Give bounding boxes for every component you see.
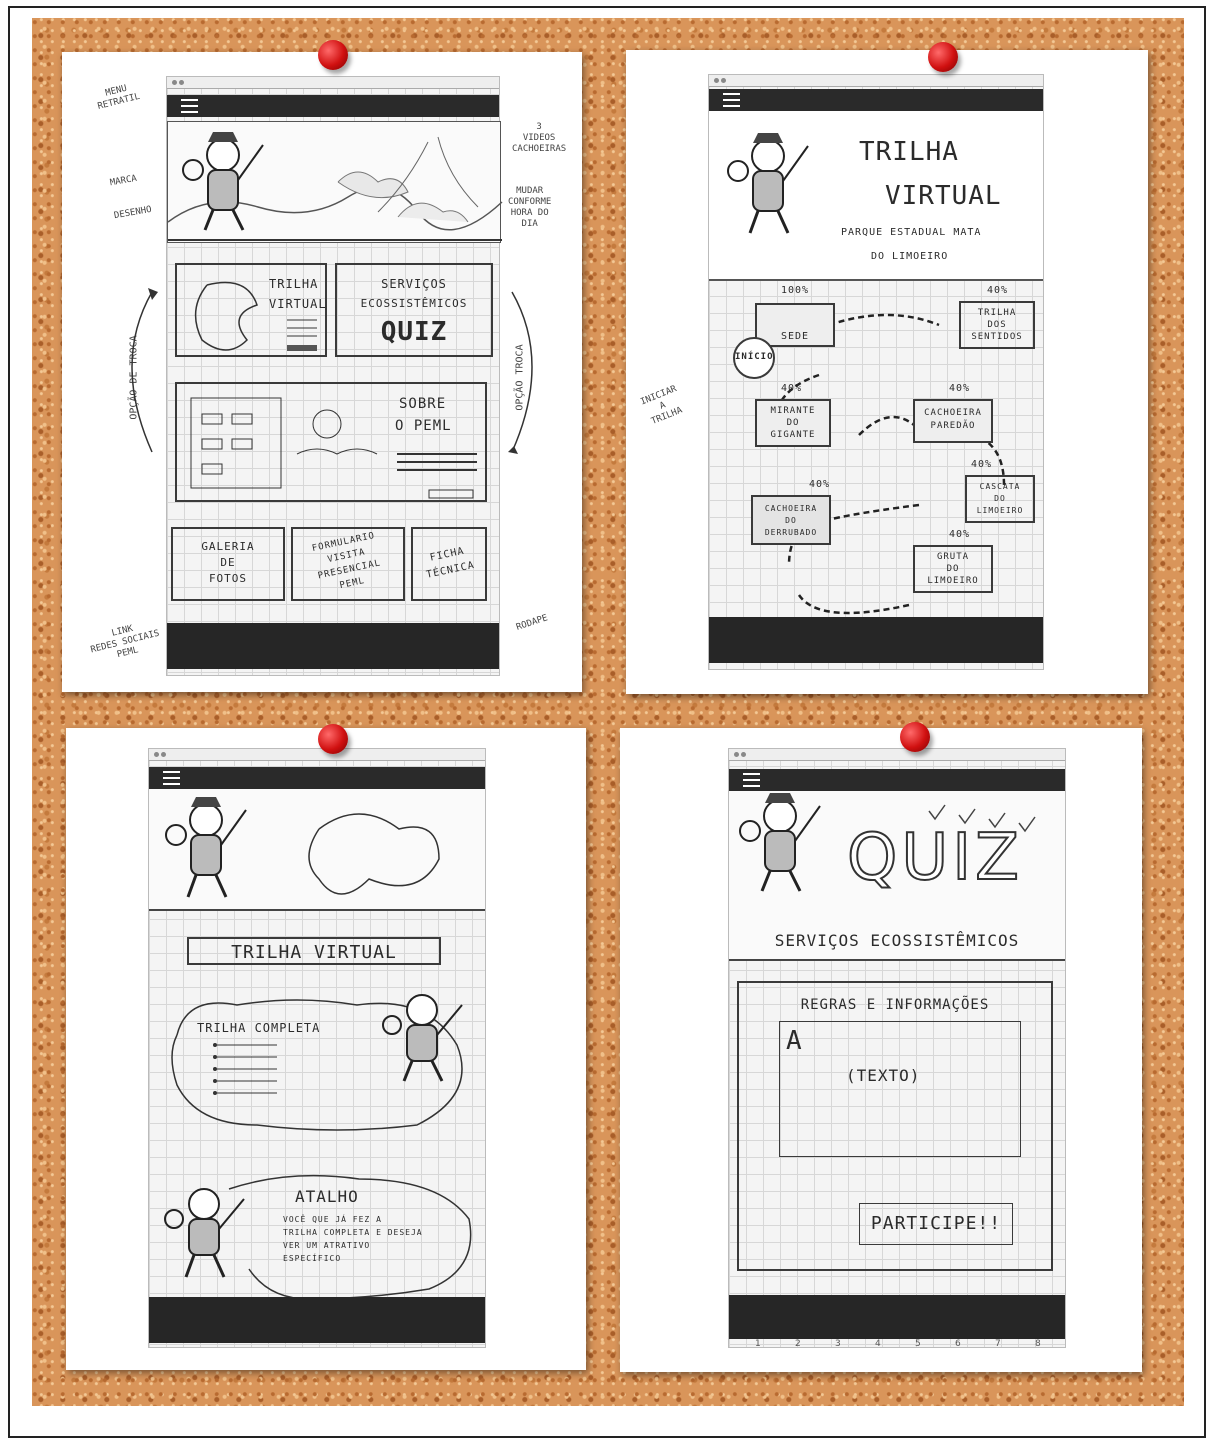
checkmark-doodles [729, 791, 1067, 851]
stop-mirante-label: MIRANTE DO GIGANTE [770, 406, 816, 440]
grid-column-number: 6 [955, 1339, 961, 1349]
top-nav-bar [729, 769, 1065, 791]
annotation-iniciar-trilha: INICIAR A TRILHA [639, 384, 684, 427]
quiz-hero [729, 791, 1065, 961]
stop-sede-label: SEDE [780, 331, 810, 342]
grid-column-number: 2 [795, 1339, 801, 1349]
stop-derrubado-label: CACHOEIRA DO DERRUBADO [764, 504, 818, 537]
trilha-completa-card[interactable] [167, 995, 477, 1125]
stop-paredao-pct: 40% [949, 383, 971, 394]
stop-cascata-label: CASCATA DO LIMOEIRO [976, 482, 1024, 515]
start-circle-label: INÍCIO [735, 352, 774, 362]
tile-servicos-label-1: SERVIÇOS [381, 277, 447, 291]
push-pin-1 [318, 40, 348, 70]
stop-cachoeira-derrubado[interactable] [751, 495, 831, 545]
annotation-marca: MARCA [109, 173, 138, 189]
trilha-title-line1: TRILHA [859, 137, 959, 167]
grid-column-number: 1 [755, 1339, 761, 1349]
participe-button[interactable] [859, 1203, 1013, 1245]
push-pin-3 [318, 724, 348, 754]
stop-gruta-pct: 40% [949, 529, 971, 540]
sketch-sheet-quiz [620, 728, 1142, 1372]
grid-column-numbers [729, 1339, 1065, 1351]
sketch-sheet-trilha-virtual [66, 728, 586, 1370]
annotation-menu-retratil: MENU RETRATIL [96, 83, 142, 112]
stop-cascata-pct: 40% [971, 459, 993, 470]
grid-column-number: 3 [835, 1339, 841, 1349]
quiz-rules-title: REGRAS E INFORMAÇÕES [800, 997, 990, 1013]
trilha-subtitle-line2: DO LIMOEIRO [871, 251, 949, 262]
mobile-wireframe-trilha-virtual [148, 748, 486, 1348]
grid-column-number: 4 [875, 1339, 881, 1349]
quiz-rules-panel [737, 981, 1053, 1271]
tile-quiz-label: QUIZ [380, 317, 448, 347]
hamburger-menu-icon[interactable] [163, 771, 180, 785]
push-pin-2 [928, 42, 958, 72]
tile-servicos-label-2: ECOSSISTÊMICOS [360, 297, 468, 310]
stop-trilha-sentidos-pct: 40% [987, 285, 1009, 296]
stop-cascata-limoeiro[interactable] [965, 475, 1035, 523]
grid-column-number: 7 [995, 1339, 1001, 1349]
sketch-sheet-trilha-map [626, 50, 1148, 694]
browser-bar [149, 749, 485, 761]
trilha-virtual-heading [187, 937, 441, 965]
trilha-subtitle-line1: PARQUE ESTADUAL MATA [841, 227, 982, 238]
annotation-mudar: MUDAR CONFORME HORA DO DIA [508, 186, 552, 229]
mobile-wireframe-quiz [728, 748, 1066, 1348]
footer-bar [729, 1295, 1065, 1339]
footer-bar [709, 617, 1043, 663]
tile-sobre-label-1: SOBRE [399, 396, 447, 412]
stop-paredao-label: CACHOEIRA PAREDÃO [924, 408, 982, 431]
atalho-title: ATALHO [295, 1187, 359, 1206]
annotation-rodape: RODAPE [515, 613, 550, 633]
annotation-desenho: DESENHO [113, 204, 153, 222]
tile-trilha-label-1: TRILHA [269, 277, 319, 291]
grid-column-number: 8 [1035, 1339, 1041, 1349]
annotation-swap-arrows [62, 52, 582, 692]
stop-sede[interactable] [755, 303, 835, 347]
stop-mirante-gigante[interactable] [755, 399, 831, 447]
grid-column-number: 5 [915, 1339, 921, 1349]
tile-sobre-label-2: O PEML [395, 418, 452, 434]
tile-formulario-label: FORMULARIO VISITA PRESENCIAL PEML [311, 530, 382, 592]
sketch-sheet-home [62, 52, 582, 692]
hamburger-menu-icon[interactable] [743, 773, 760, 787]
quiz-rules-text-box [779, 1021, 1021, 1157]
quiz-rules-text-placeholder: (TEXTO) [846, 1066, 921, 1085]
trilha-title-line2: VIRTUAL [885, 181, 1002, 211]
annotation-videos: 3 VIDEOS CACHOEIRAS [512, 122, 567, 154]
quiz-subtitle: SERVIÇOS ECOSSISTÊMICOS [774, 931, 1020, 950]
stop-gruta-limoeiro[interactable] [913, 545, 993, 593]
browser-bar [729, 749, 1065, 761]
footer-bar [149, 1297, 485, 1343]
atalho-description: VOCÊ QUE JÁ FEZ A TRILHA COMPLETA E DESEJA VER UM ATRATIVO ESPECÍFICO [283, 1215, 423, 1263]
push-pin-4 [900, 722, 930, 752]
tile-ficha-label: FICHA TÉCNICA [425, 545, 476, 581]
annotation-opcao-right: OPÇÃO TROCA [514, 344, 526, 411]
stop-derrubado-pct: 40% [809, 479, 831, 490]
stop-trilha-sentidos-label: TRILHA DOS SENTIDOS [971, 308, 1023, 342]
trilha-completa-label: TRILHA COMPLETA [197, 1021, 321, 1035]
quiz-rules-initial-letter: A [786, 1026, 803, 1056]
start-circle[interactable] [733, 337, 775, 379]
quiz-title: QUIZ [847, 821, 1023, 895]
top-nav-bar [149, 767, 485, 789]
tile-galeria-label: GALERIA DE FOTOS [201, 540, 255, 585]
stop-trilha-sentidos[interactable] [959, 301, 1035, 349]
mobile-wireframe-trail-map [708, 74, 1044, 670]
trilha-virtual-heading-text: TRILHA VIRTUAL [231, 942, 397, 963]
participe-button-label: PARTICIPE!! [870, 1213, 1002, 1234]
trail-loop-doodle [149, 789, 487, 911]
atalho-card[interactable] [159, 1169, 479, 1299]
stop-gruta-label: GRUTA DO LIMOEIRO [927, 552, 979, 586]
annotation-opcao-left: OPÇÃO DE TROCA [128, 335, 140, 420]
tile-trilha-label-2: VIRTUAL [269, 297, 327, 311]
annotation-link-redes: LINK REDES SOCIAIS PEML [89, 623, 161, 661]
stop-cachoeira-paredao[interactable] [913, 399, 993, 443]
stop-sede-pct: 100% [781, 285, 810, 296]
hero-banner [149, 789, 485, 911]
stop-mirante-pct: 40% [781, 383, 803, 394]
